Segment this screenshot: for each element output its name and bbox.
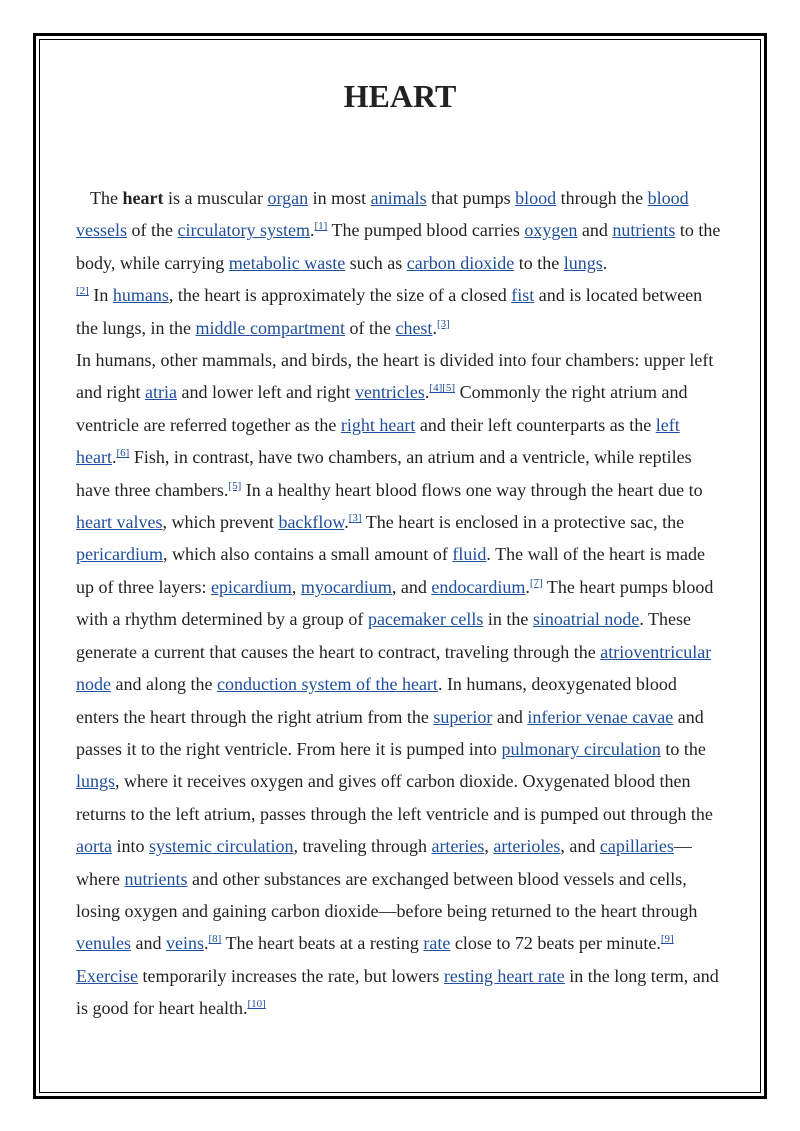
text-run: to the xyxy=(660,738,706,759)
body-paragraph xyxy=(76,182,724,1025)
text-run: , xyxy=(484,836,494,857)
citation-ref xyxy=(76,285,89,297)
text-run: , xyxy=(291,576,301,597)
link-superior[interactable]: superior xyxy=(433,706,493,727)
link-ventricles[interactable]: ventricles xyxy=(354,382,425,403)
citation-link[interactable]: [2] xyxy=(76,285,89,298)
link-middle-compartment[interactable]: middle compartment xyxy=(195,317,345,338)
text-run: and their left counterparts as the xyxy=(415,414,656,435)
text-run: temporarily increases the rate, but lowers xyxy=(137,965,444,986)
link-exercise[interactable]: Exercise xyxy=(76,965,138,986)
link-venules[interactable]: venules xyxy=(76,933,131,954)
citation-link[interactable]: [5] xyxy=(228,479,242,492)
citation-ref xyxy=(228,480,241,492)
text-run: , where it receives oxygen and gives off carbon dioxide. Oxygenated blood then returns to the left atrium, passes through the left ventricle and is pumped out through the xyxy=(76,771,713,824)
citation-link[interactable]: [3] xyxy=(436,317,450,330)
link-animals[interactable]: animals xyxy=(370,188,427,208)
link-veins[interactable]: veins xyxy=(165,933,204,954)
text-run: Commonly the right atrium and ventricle are referred together as the xyxy=(76,382,688,435)
text-run: such as xyxy=(345,252,407,273)
text-run: . xyxy=(602,252,608,273)
text-run: Fish, in contrast, have two chambers, an atrium and a ventricle, while reptiles have three chambers. xyxy=(76,447,692,500)
link-blood[interactable]: blood xyxy=(515,188,557,208)
text-run: —where xyxy=(76,836,692,889)
text-run: The heart pumps blood with a rhythm determined by a group of xyxy=(76,576,714,630)
bold-term: heart xyxy=(122,188,164,208)
text-run: of the xyxy=(344,317,396,338)
text-run: . These generate a current that causes the heart to contract, traveling through the xyxy=(76,609,692,662)
link-left-heart[interactable]: left heart xyxy=(76,414,680,468)
link-oxygen[interactable]: oxygen xyxy=(524,220,578,241)
citation-ref xyxy=(530,577,543,589)
link-fluid[interactable]: fluid xyxy=(452,544,487,565)
text-run: The xyxy=(90,188,123,208)
link-humans[interactable]: humans xyxy=(112,285,169,306)
text-run: that pumps xyxy=(426,188,516,208)
citation-link[interactable]: [3] xyxy=(348,512,362,525)
text-run: in the xyxy=(483,609,533,630)
citation-ref xyxy=(349,512,362,524)
citation-ref xyxy=(437,318,450,330)
text-run: The pumped blood carries xyxy=(327,220,525,241)
text-run: , and xyxy=(560,836,600,857)
text-run: and is located between the lungs, in the xyxy=(76,285,703,338)
citation-ref xyxy=(661,933,674,945)
citation-link[interactable]: [8] xyxy=(208,933,222,946)
link-inferior-venae-cavae[interactable]: inferior venae cavae xyxy=(527,706,674,727)
text-run: . The wall of the heart is made up of three layers: xyxy=(76,544,706,597)
link-pulmonary-circulation[interactable]: pulmonary circulation xyxy=(501,738,661,759)
text-run: in the long term, and is good for heart health. xyxy=(76,965,719,1019)
link-arteries[interactable]: arteries xyxy=(431,836,485,857)
link-pacemaker-cells[interactable]: pacemaker cells xyxy=(367,609,484,630)
link-atrioventricular-node[interactable]: atrioventricular node xyxy=(76,641,712,695)
link-chest[interactable]: chest xyxy=(395,317,433,338)
link-sinoatrial-node[interactable]: sinoatrial node xyxy=(532,609,640,630)
link-lungs[interactable]: lungs xyxy=(563,252,603,273)
document-title: HEART xyxy=(343,78,457,114)
text-run: and passes it to the right ventricle. From here it is pumped into xyxy=(76,706,704,759)
link-carbon-dioxide[interactable]: carbon dioxide xyxy=(406,252,515,273)
text-run: In humans, other mammals, and birds, the heart is divided into four chambers: upper left and right xyxy=(76,350,714,403)
link-rate[interactable]: rate xyxy=(423,933,451,954)
text-run: , the heart is approximately the size of a closed xyxy=(168,285,512,306)
citation-link[interactable]: [4] xyxy=(429,382,443,395)
text-run: , traveling through xyxy=(293,836,432,857)
text-run: . xyxy=(111,447,117,468)
text-run: , which prevent xyxy=(162,512,279,533)
text-run: of the xyxy=(127,220,178,241)
citation-link[interactable]: [5] xyxy=(442,382,456,395)
text-run: and xyxy=(492,706,528,727)
citation-link[interactable]: [1] xyxy=(314,220,328,233)
text-run: and lower left and right xyxy=(176,382,355,403)
citation-link[interactable]: [10] xyxy=(247,998,266,1011)
link-pericardium[interactable]: pericardium xyxy=(76,544,163,565)
text-run: . xyxy=(309,220,315,241)
link-endocardium[interactable]: endocardium xyxy=(431,576,526,597)
citation-ref xyxy=(429,382,442,394)
text-run: and xyxy=(577,220,613,241)
text-run: close to 72 beats per minute. xyxy=(450,933,661,954)
link-fist[interactable]: fist xyxy=(511,285,535,306)
text-run: through the xyxy=(556,188,648,208)
link-conduction-system-of-the-heart[interactable]: conduction system of the heart xyxy=(216,674,438,695)
link-nutrients[interactable]: nutrients xyxy=(124,868,188,889)
citation-ref xyxy=(314,220,327,232)
citation-link[interactable]: [7] xyxy=(529,576,543,589)
link-lungs[interactable]: lungs xyxy=(76,771,116,792)
text-run: . xyxy=(432,317,437,338)
text-run: . xyxy=(344,512,349,533)
citation-ref xyxy=(208,933,221,945)
link-circulatory-system[interactable]: circulatory system xyxy=(177,220,310,241)
link-arterioles[interactable]: arterioles xyxy=(493,836,561,857)
text-run: and along the xyxy=(111,674,217,695)
text-run: and other substances are exchanged between blood vessels and cells, losing oxygen and gaining carbon dioxide—before being returned to the heart through xyxy=(76,868,698,921)
link-aorta[interactable]: aorta xyxy=(76,836,112,857)
text-run: , and xyxy=(391,576,432,597)
citation-ref xyxy=(247,998,265,1010)
text-run: , which also contains a small amount of xyxy=(162,544,453,565)
citation-ref xyxy=(116,447,129,459)
text-run: . In humans, deoxygenated blood enters the heart through the right atrium from the xyxy=(76,674,677,727)
link-metabolic-waste[interactable]: metabolic waste xyxy=(228,252,346,273)
link-backflow[interactable]: backflow xyxy=(278,512,345,533)
link-capillaries[interactable]: capillaries xyxy=(599,836,674,857)
text-run: is a muscular xyxy=(163,188,268,208)
link-myocardium[interactable]: myocardium xyxy=(300,576,392,597)
link-organ[interactable]: organ xyxy=(267,188,309,208)
text-run: . xyxy=(525,576,530,597)
link-resting-heart-rate[interactable]: resting heart rate xyxy=(443,965,565,986)
text-run: . xyxy=(203,933,209,954)
link-right-heart[interactable]: right heart xyxy=(340,414,416,435)
link-blood-vessels[interactable]: blood vessels xyxy=(76,188,689,241)
text-run: into xyxy=(111,836,149,857)
link-atria[interactable]: atria xyxy=(145,382,177,403)
text-run: and xyxy=(130,933,166,954)
text-run: The heart is enclosed in a protective sac, the xyxy=(361,512,685,533)
link-epicardium[interactable]: epicardium xyxy=(210,576,292,597)
link-systemic-circulation[interactable]: systemic circulation xyxy=(149,836,294,857)
link-heart-valves[interactable]: heart valves xyxy=(76,512,163,533)
text-run: . xyxy=(424,382,430,403)
text-run: In a healthy heart blood flows one way through the heart due to xyxy=(241,479,703,500)
text-run: in most xyxy=(308,188,371,208)
citation-link[interactable]: [9] xyxy=(660,933,674,946)
citation-link[interactable]: [6] xyxy=(116,447,130,460)
link-nutrients[interactable]: nutrients xyxy=(612,220,676,241)
text-run: The heart beats at a resting xyxy=(221,933,424,954)
citation-ref xyxy=(442,382,455,394)
text-run: to the body, while carrying xyxy=(76,220,721,273)
text-run: to the xyxy=(514,252,564,273)
text-run: In xyxy=(88,285,113,306)
